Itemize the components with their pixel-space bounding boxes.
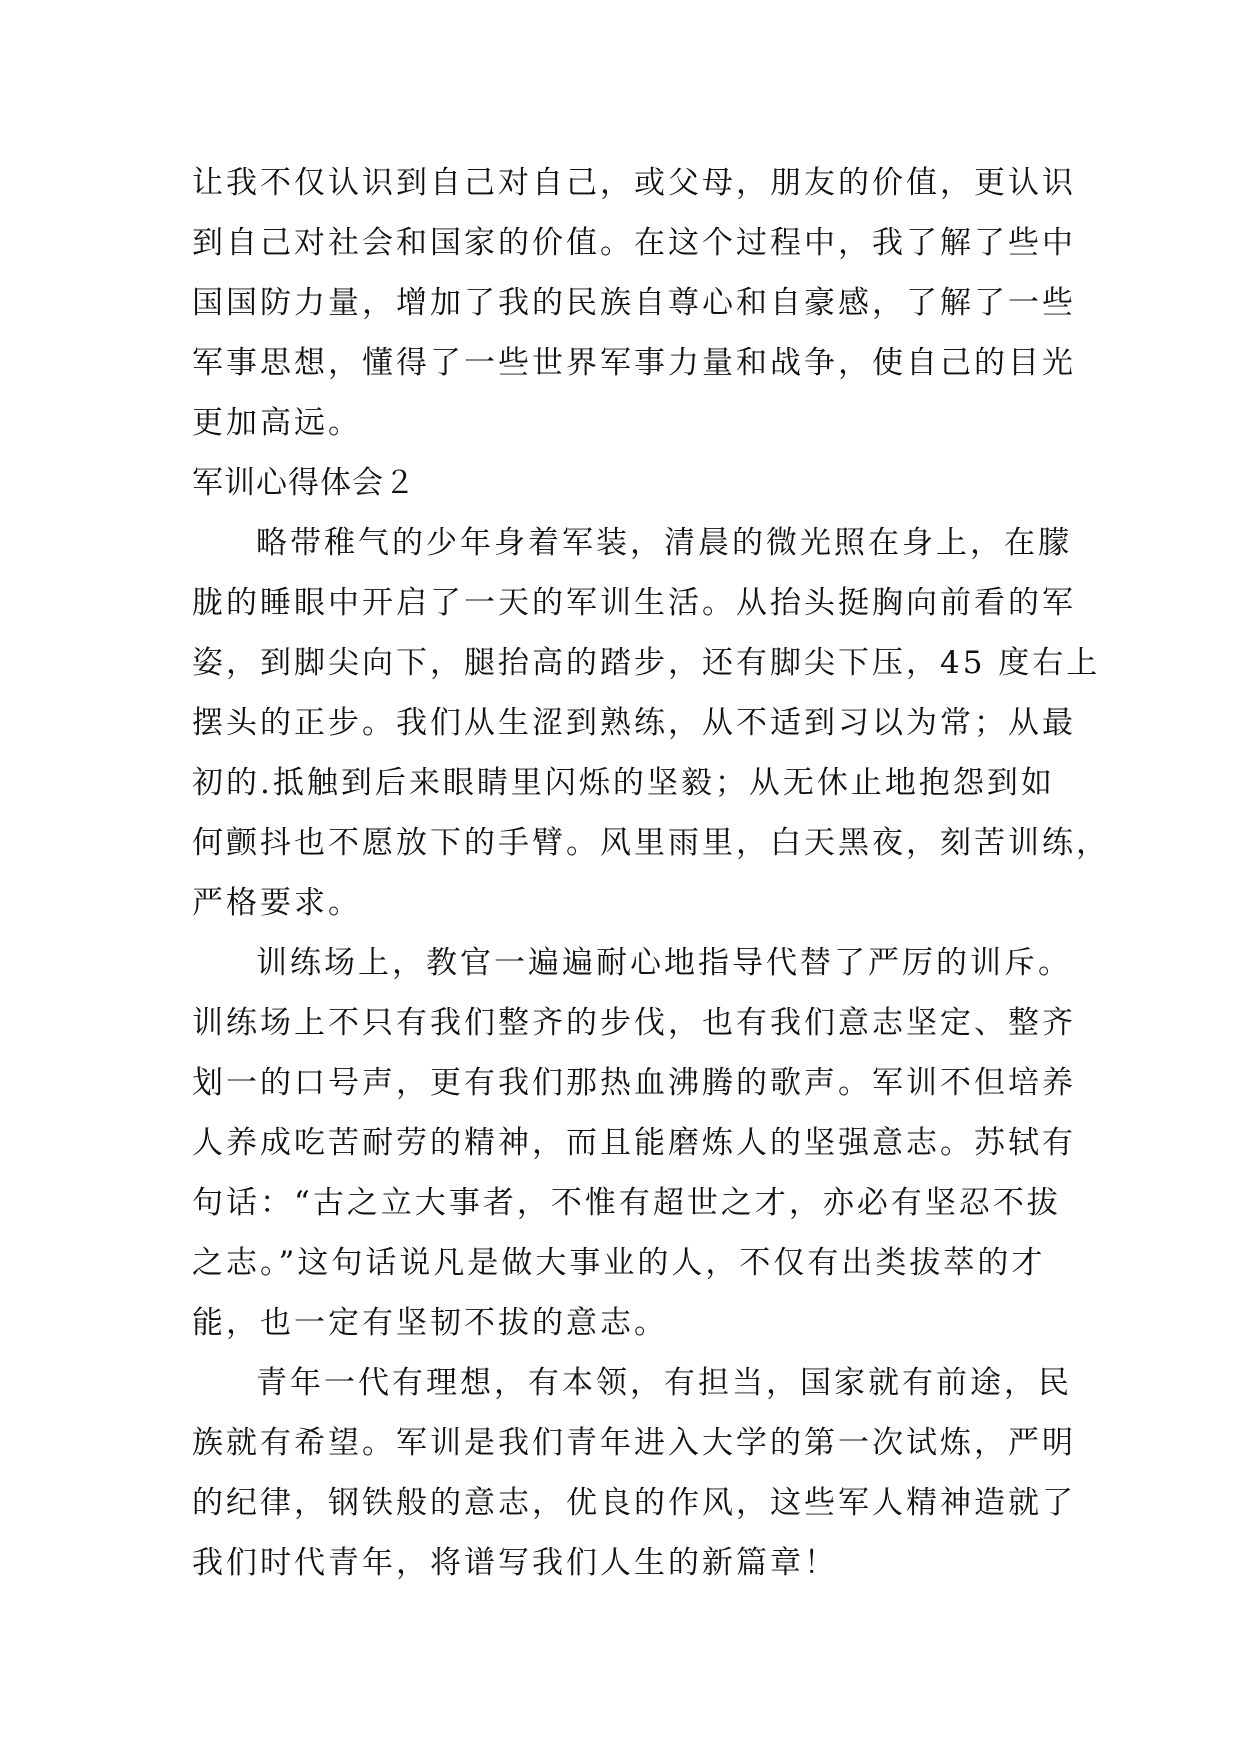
text-line: 让我不仅认识到自己对自己，或父母，朋友的价值，更认识 — [192, 165, 1076, 201]
text-line: 族就有希望。军训是我们青年进入大学的第一次试炼，严明 — [192, 1425, 1076, 1461]
text-line: 句话：“古之立大事者，不惟有超世之才，亦必有坚忍不拔 — [192, 1185, 1061, 1221]
text-line: 我们时代青年，将谱写我们人生的新篇章！ — [192, 1545, 838, 1581]
text-line: 划一的口号声，更有我们那热血沸腾的歌声。军训不但培养 — [192, 1065, 1076, 1101]
section-heading: 军训心得体会２ — [192, 465, 416, 501]
paragraph-2 — [192, 513, 1110, 933]
paragraph-1 — [192, 153, 1076, 453]
text-line: 更加高远。 — [192, 405, 362, 441]
document-page — [192, 153, 1110, 1593]
text-line: 国国防力量，增加了我的民族自尊心和自豪感，了解了一些 — [192, 285, 1076, 321]
text-line: 初的.抵触到后来眼睛里闪烁的坚毅；从无休止地抱怨到如 — [192, 765, 1055, 801]
text-line: 军事思想，懂得了一些世界军事力量和战争，使自己的目光 — [192, 345, 1076, 381]
text-line: 训练场上，教官一遍遍耐心地指导代替了严厉的训斥。 — [256, 945, 1072, 981]
text-line: 青年一代有理想，有本领，有担当，国家就有前途，民 — [256, 1365, 1072, 1401]
text-line: 严格要求。 — [192, 885, 362, 921]
text-line: 胧的睡眼中开启了一天的军训生活。从抬头挺胸向前看的军 — [192, 585, 1076, 621]
text-line: 摆头的正步。我们从生涩到熟练，从不适到习以为常；从最 — [192, 705, 1076, 741]
text-line: 何颤抖也不愿放下的手臂。风里雨里，白天黑夜，刻苦训练， — [192, 825, 1110, 861]
text-line: 略带稚气的少年身着军装，清晨的微光照在身上，在朦 — [256, 525, 1072, 561]
text-line: 能，也一定有坚韧不拔的意志。 — [192, 1305, 668, 1341]
paragraph-3 — [192, 933, 1076, 1353]
text-line: 到自己对社会和国家的价值。在这个过程中，我了解了些中 — [192, 225, 1076, 261]
text-line: 之志。”这句话说凡是做大事业的人，不仅有出类拔萃的才 — [192, 1245, 1046, 1281]
text-line: 训练场上不只有我们整齐的步伐，也有我们意志坚定、整齐 — [192, 1005, 1076, 1041]
text-line: 姿，到脚尖向下，腿抬高的踏步，还有脚尖下压，45 度右上 — [192, 645, 1101, 681]
paragraph-4 — [192, 1353, 1076, 1593]
text-line: 人养成吃苦耐劳的精神，而且能磨炼人的坚强意志。苏轼有 — [192, 1125, 1076, 1161]
text-line: 的纪律，钢铁般的意志，优良的作风，这些军人精神造就了 — [192, 1485, 1076, 1521]
